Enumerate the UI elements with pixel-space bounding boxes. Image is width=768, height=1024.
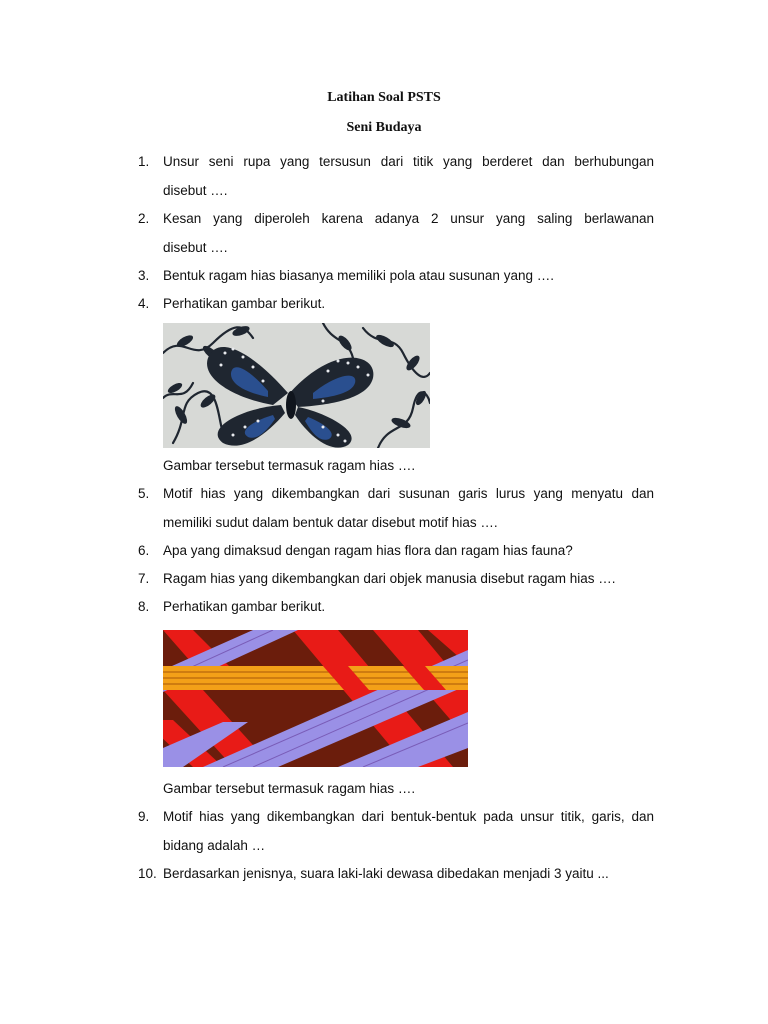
question-text-line: Perhatikan gambar berikut. [163,296,326,311]
question-number: 9. [138,809,150,824]
question-text-line: Perhatikan gambar berikut. [163,599,326,614]
question-number: 1. [138,154,150,169]
question-text-line: Motif hias yang dikembangkan dari bentuk-bentuk pada unsur titik, garis, dan [163,809,654,824]
question-text-line: Bentuk ragam hias biasanya memiliki pola atau susunan yang …. [163,268,554,283]
question-number: 7. [138,571,150,586]
woven-geometric-image [163,630,468,767]
question-text-line: bidang adalah … [163,837,266,853]
figure-caption: Gambar tersebut termasuk ragam hias …. [163,458,416,473]
batik-butterfly-image [163,323,430,448]
question-number: 10. [138,866,157,881]
question-number: 6. [138,543,150,558]
question-6 [138,537,654,566]
question-7 [138,565,654,594]
question-number: 8. [138,599,150,614]
page-title: Latihan Soal PSTS [327,90,441,105]
question-8 [138,593,654,622]
question-9 [138,803,654,860]
question-text-line: Ragam hias yang dikembangkan dari objek manusia disebut ragam hias …. [163,571,616,586]
question-text-line: Motif hias yang dikembangkan dari susunan garis lurus yang menyatu dan [163,486,654,501]
question-text-line: Unsur seni rupa yang tersusun dari titik yang berderet dan berhubungan [163,154,654,169]
question-3 [138,262,654,291]
question-4 [138,290,654,319]
question-text-line: memiliki sudut dalam bentuk datar disebut motif hias …. [163,514,498,530]
question-5 [138,480,654,537]
question-10 [138,860,654,889]
question-number: 3. [138,268,150,283]
question-text-line: Berdasarkan jenisnya, suara laki-laki dewasa dibedakan menjadi 3 yaitu ... [163,866,609,881]
question-number: 4. [138,296,150,311]
question-1 [138,148,654,205]
question-text-line: Apa yang dimaksud dengan ragam hias flora dan ragam hias fauna? [163,543,573,558]
figure-caption: Gambar tersebut termasuk ragam hias …. [163,781,416,796]
question-text-line: disebut …. [163,239,228,255]
question-number: 5. [138,486,150,501]
question-text-line: Kesan yang diperoleh karena adanya 2 unsur yang saling berlawanan [163,211,654,226]
question-number: 2. [138,211,150,226]
question-text-line: disebut …. [163,182,228,198]
page-subtitle: Seni Budaya [346,120,422,135]
question-2 [138,205,654,262]
